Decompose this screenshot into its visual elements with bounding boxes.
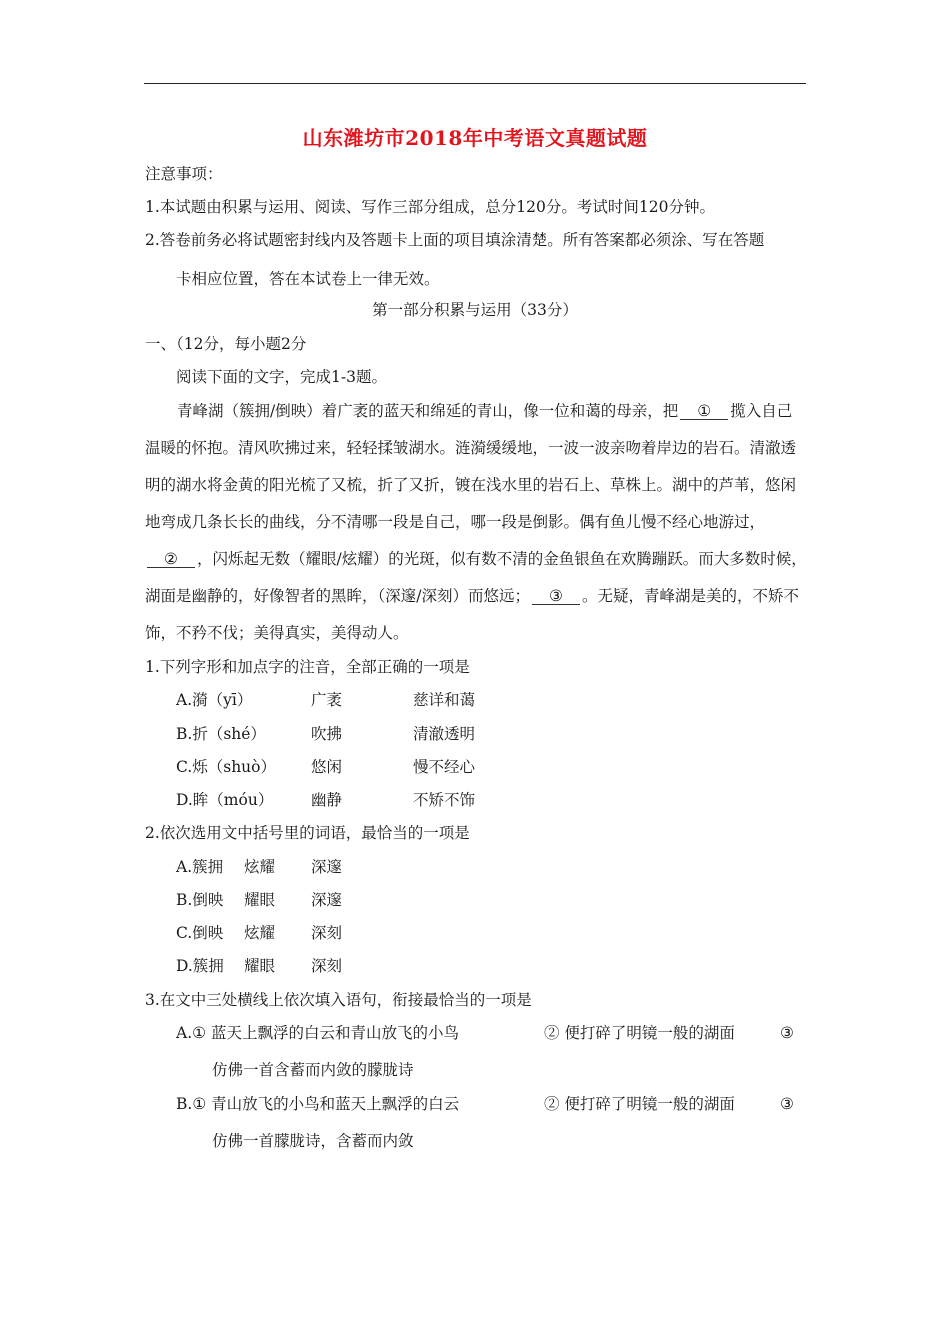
passage-blank-3: ③ [532, 588, 580, 605]
q2-option-d-word1: D.簇拥 [176, 957, 224, 975]
q3-option-a-continuation: 仿佛一首含蓄而内敛的朦胧诗 [212, 1061, 414, 1079]
reading-passage [145, 393, 807, 652]
q1-option-b-word1: 吹拂 [311, 725, 343, 743]
q3-option-b-part2: ② 便打碎了明镜一般的湖面 [544, 1095, 735, 1113]
q2-option-a-word1: A.簇拥 [176, 858, 224, 876]
q2-stem: 2.依次选用文中括号里的词语，最恰当的一项是 [145, 824, 470, 842]
q3-stem: 3.在文中三处横线上依次填入语句，衔接最恰当的一项是 [145, 991, 532, 1009]
passage-seg-3: ，闪烁起无数（耀眼/炫耀）的光斑，似有数不清的金鱼银鱼在欢腾蹦跃。而大多数时候，湖面是幽静的，好像智者的黑眸，（深邃/深刻）而悠远； [145, 550, 807, 605]
q3-option-b-part3: ③ [780, 1095, 794, 1113]
passage-seg-1: 青峰湖（簇拥/倒映）着广袤的蓝天和绵延的青山，像一位和蔼的母亲，把 [177, 402, 679, 420]
passage-blank-2: ② [147, 551, 195, 568]
q1-option-b-word2: 清澈透明 [413, 725, 476, 743]
q1-option-c-word1: 悠闲 [311, 758, 343, 776]
q2-option-b-word2: 耀眼 [244, 891, 276, 909]
passage-seg-4: 。无疑，青峰湖是美的，不矫不饰，不矜不伐；美得真实，美得动人。 [145, 587, 799, 642]
q1-option-d-word2: 不矫不饰 [413, 791, 476, 809]
q3-option-b-part1: B.① 青山放飞的小鸟和蓝天上飘浮的白云 [176, 1095, 460, 1113]
q1-option-b-label: B.折（shé） [176, 725, 266, 743]
exam-title: 山东潍坊市2018年中考语文真题试题 [302, 126, 648, 150]
q1-option-d-label: D.眸（móu） [176, 791, 274, 809]
q2-option-d-word2: 耀眼 [244, 957, 276, 975]
q2-option-a-word3: 深邃 [311, 858, 343, 876]
q3-option-b-continuation: 仿佛一首朦胧诗，含蓄而内敛 [212, 1132, 414, 1150]
q3-option-a-part1: A.① 蓝天上飘浮的白云和青山放飞的小鸟 [176, 1024, 459, 1042]
q2-option-b-word3: 深邃 [311, 891, 343, 909]
q2-option-b-word1: B.倒映 [176, 891, 224, 909]
passage-seg-2: 揽入自己温暖的怀抱。清风吹拂过来，轻轻揉皱湖水。涟漪缓缓地，一波一波亲吻着岸边的岩石。清澈透明的湖水将金黄的阳光梳了又梳，折了又折，镀在浅水里的岩石上、草株上。湖中的芦苇，悠闲地弯成几条长长的曲线，分不清哪一段是自己，哪一段是倒影。偶有鱼儿慢不经心地游过， [145, 402, 797, 531]
notes-heading: 注意事项： [145, 165, 223, 183]
q1-option-d-word1: 幽静 [311, 791, 343, 809]
q1-stem: 1.下列字形和加点字的注音，全部正确的一项是 [145, 658, 470, 676]
part1-heading: 第一部分积累与运用（33分） [372, 301, 578, 319]
q3-option-a-part3: ③ [780, 1024, 794, 1042]
header-rule [144, 83, 806, 84]
q1-option-a-word2: 慈详和蔼 [413, 691, 476, 709]
q3-option-a-part2: ② 便打碎了明镜一般的湖面 [544, 1024, 735, 1042]
q1-option-c-word2: 慢不经心 [413, 758, 476, 776]
notes-item-2-line-1: 2.答卷前务必将试题密封线内及答题卡上面的项目填涂清楚。所有答案都必须涂、写在答题 [145, 231, 765, 249]
q1-option-c-label: C.烁（shuò） [176, 758, 276, 776]
q2-option-c-word1: C.倒映 [176, 924, 224, 942]
q2-option-d-word3: 深刻 [311, 957, 343, 975]
notes-item-1: 1.本试题由积累与运用、阅读、写作三部分组成，总分120分。考试时间120分钟。 [145, 198, 715, 216]
passage-blank-1: ① [680, 403, 728, 420]
q2-option-c-word3: 深刻 [311, 924, 343, 942]
q2-option-c-word2: 炫耀 [244, 924, 276, 942]
section1-heading: 一、（12分，每小题2分 [145, 335, 307, 353]
section1-instruction: 阅读下面的文字，完成1-3题。 [176, 368, 387, 386]
q1-option-a-label: A.漪（yī） [176, 691, 253, 709]
notes-item-2-line-2: 卡相应位置，答在本试卷上一律无效。 [176, 270, 440, 288]
q2-option-a-word2: 炫耀 [244, 858, 276, 876]
q1-option-a-word1: 广袤 [311, 691, 343, 709]
